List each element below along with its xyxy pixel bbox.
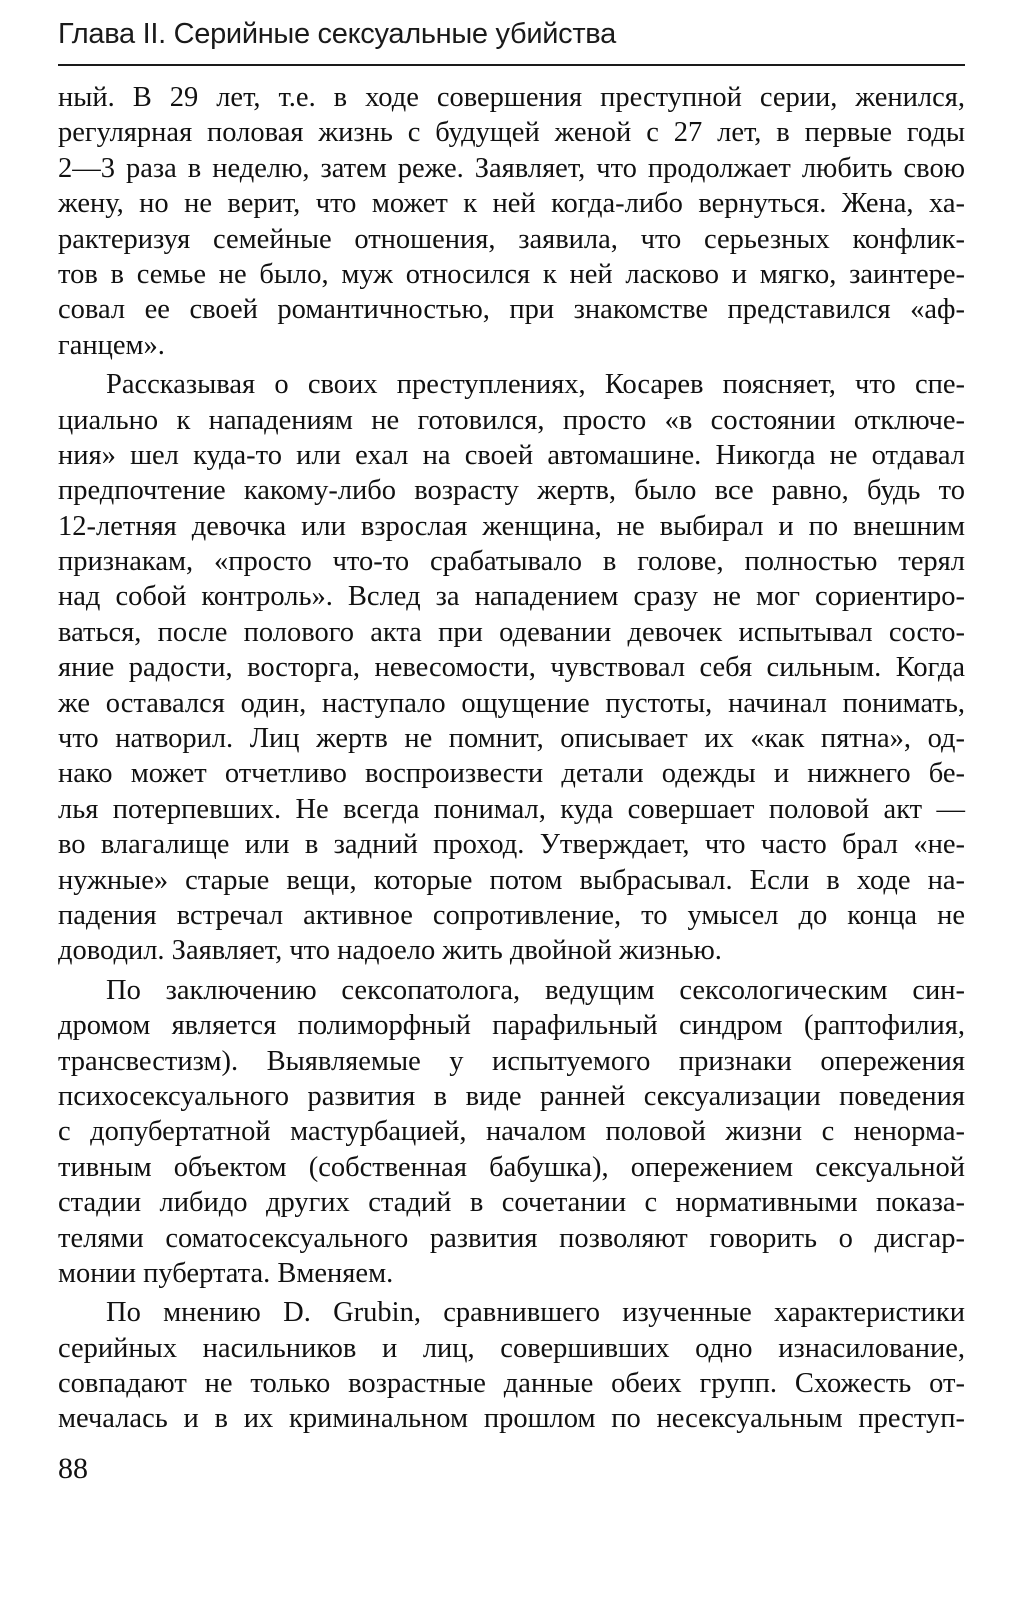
text-line: мечалась и в их криминальном прошлом по несексуальным преступ- [58, 1403, 965, 1435]
paragraph [58, 367, 965, 969]
text-line: рактеризуя семейные отношения, заявила, что серьезных конфлик- [58, 223, 965, 255]
text-line: совпадают не только возрастные данные обеих групп. Схожесть от- [58, 1368, 965, 1400]
text-line: признакам, «просто что-то срабатывало в голове, полностью терял [58, 546, 965, 578]
text-line: доводил. Заявляет, что надоело жить двойной жизнью. [58, 935, 722, 967]
text-line: предпочтение какому-либо возрасту жертв, было все равно, будь то [58, 475, 965, 507]
text-line: во влагалище или в задний проход. Утверждает, что часто брал «не- [58, 829, 965, 861]
text-line: 2—3 раза в неделю, затем реже. Заявляет, что продолжает любить свою [58, 152, 965, 184]
text-line: нужные» старые вещи, которые потом выбрасывал. Если в ходе на- [58, 864, 965, 896]
paragraph [58, 1295, 965, 1437]
text-line: По мнению D. Grubin, сравнившего изученные характеристики [106, 1297, 965, 1329]
text-line: же оставался один, наступало ощущение пустоты, начинал понимать, [58, 687, 965, 719]
text-line: лья потерпевших. Не всегда понимал, куда совершает половой акт — [58, 793, 965, 825]
text-line: что натворил. Лиц жертв не помнит, описывает их «как пятна», од- [58, 723, 965, 755]
text-line: 12-летняя девочка или взрослая женщина, не выбирал и по внешним [58, 510, 965, 542]
text-line: регулярная половая жизнь с будущей женой с 27 лет, в первые годы [58, 117, 965, 149]
text-line: ганцем». [58, 329, 165, 361]
text-line: стадии либидо других стадий в сочетании с нормативными показа- [58, 1187, 965, 1219]
text-line: серийных насильников и лиц, совершивших одно изнасилование, [58, 1332, 965, 1364]
text-line: ния» шел куда-то или ехал на своей автомашине. Никогда не отдавал [58, 439, 965, 471]
running-head: Глава II. Серийные сексуальные убийства [58, 18, 616, 50]
text-line: Рассказывая о своих преступлениях, Косарев поясняет, что спе- [106, 369, 965, 401]
text-line: нако может отчетливо воспроизвести детали одежды и нижнего бе- [58, 758, 965, 790]
text-line: яние радости, восторга, невесомости, чувствовал себя сильным. Когда [58, 652, 965, 684]
text-line: монии пубертата. Вменяем. [58, 1257, 394, 1289]
text-line: падения встречал активное сопротивление, то умысел до конца не [58, 899, 965, 931]
body-text [58, 80, 965, 1437]
text-line: дромом является полиморфный парафильный синдром (раптофилия, [58, 1010, 965, 1042]
text-line: ный. В 29 лет, т.е. в ходе совершения преступной серии, женился, [58, 82, 965, 113]
text-line: над собой контроль». Вслед за нападением сразу не мог сориентиро- [58, 581, 965, 613]
paragraph [58, 973, 965, 1292]
text-line: жену, но не верит, что может к ней когда-либо вернуться. Жена, ха- [58, 188, 965, 220]
text-line: трансвестизм). Выявляемые у испытуемого признаки опережения [58, 1045, 965, 1077]
text-line: циально к нападениям не готовился, просто «в состоянии отключе- [58, 404, 965, 436]
paragraph [58, 80, 965, 363]
text-line: По заключению сексопатолога, ведущим сексологическим син- [106, 974, 965, 1006]
header-rule [58, 64, 965, 66]
text-line: совал ее своей романтичностью, при знакомстве представился «аф- [58, 294, 965, 326]
page-number: 88 [58, 1452, 88, 1485]
text-line: телями соматосексуального развития позволяют говорить о дисгар- [58, 1222, 965, 1254]
text-line: тов в семье не было, муж относился к ней ласково и мягко, заинтере- [58, 258, 965, 290]
text-line: психосексуального развития в виде ранней сексуализации поведения [58, 1080, 965, 1112]
text-line: тивным объектом (собственная бабушка), опережением сексуальной [58, 1151, 965, 1183]
text-line: с допубертатной мастурбацией, началом половой жизни с ненорма- [58, 1116, 965, 1148]
text-line: ваться, после полового акта при одевании девочек испытывал состо- [58, 616, 965, 648]
